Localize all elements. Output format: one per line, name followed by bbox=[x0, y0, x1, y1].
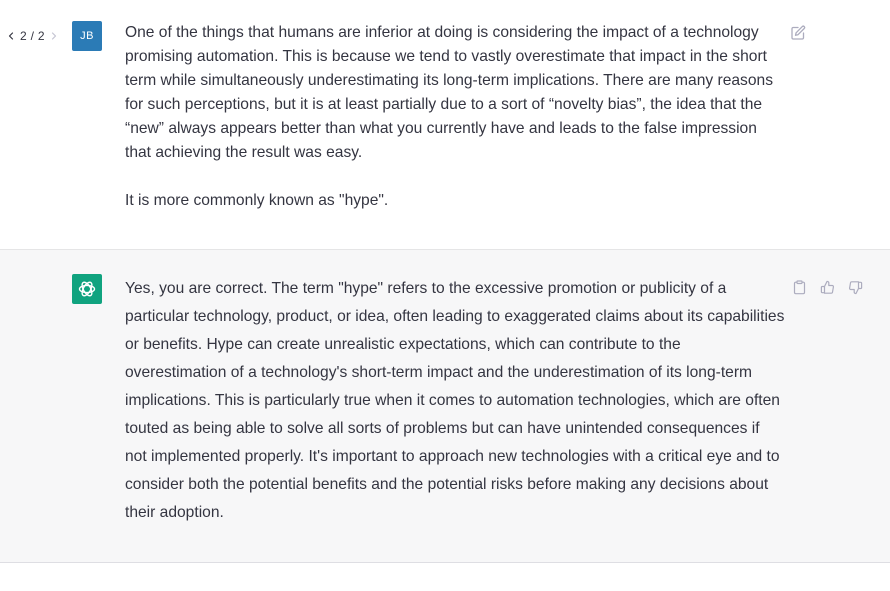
message-actions bbox=[789, 278, 869, 296]
thumbs-down-icon[interactable] bbox=[846, 278, 864, 296]
openai-logo-icon bbox=[72, 274, 102, 304]
user-message bbox=[0, 0, 890, 250]
thumbs-up-icon[interactable] bbox=[818, 278, 836, 296]
assistant-message-text bbox=[125, 275, 785, 527]
user-message-paragraph: One of the things that humans are inferior at doing is considering the impact of a technology promising automation. This is because we tend to vastly overestimate that impact in the short term while simultaneously underestimating its long-term implications. There are many reasons for such perceptions, but it is at least partially due to a sort of “novelty bias”, the idea that the “new” always appears better than what you currently have and leads to the false impression that achieving the result was easy. bbox=[125, 24, 773, 161]
clipboard-icon[interactable] bbox=[790, 278, 808, 296]
chevron-right-icon[interactable] bbox=[50, 27, 59, 45]
chevron-left-icon[interactable] bbox=[6, 27, 15, 45]
edit-icon[interactable] bbox=[789, 24, 807, 42]
pager-counter: 2 / 2 bbox=[20, 29, 45, 43]
assistant-message bbox=[0, 250, 890, 563]
user-message-text bbox=[125, 21, 785, 213]
assistant-message-paragraph: Yes, you are correct. The term "hype" refers to the excessive promotion or publicity of a particular technology, product, or idea, often leading to exaggerated claims about its capabilities or benefits. Hype can create unrealistic expectations, which can contribute to the overestimation of a technology's short-term impact and the underestimation of its long-term implications. This is particularly true when it comes to automation technologies, which are often touted as being able to solve all sorts of problems but can have unintended consequences if not implemented properly. It's important to approach new technologies with a critical eye and to consider both the potential benefits and the potential risks before making any decisions about their adoption. bbox=[125, 280, 785, 521]
user-message-paragraph: It is more commonly known as "hype". bbox=[125, 192, 389, 209]
user-avatar bbox=[72, 21, 102, 51]
response-pager bbox=[6, 27, 59, 45]
user-avatar-initials: JB bbox=[80, 30, 94, 42]
